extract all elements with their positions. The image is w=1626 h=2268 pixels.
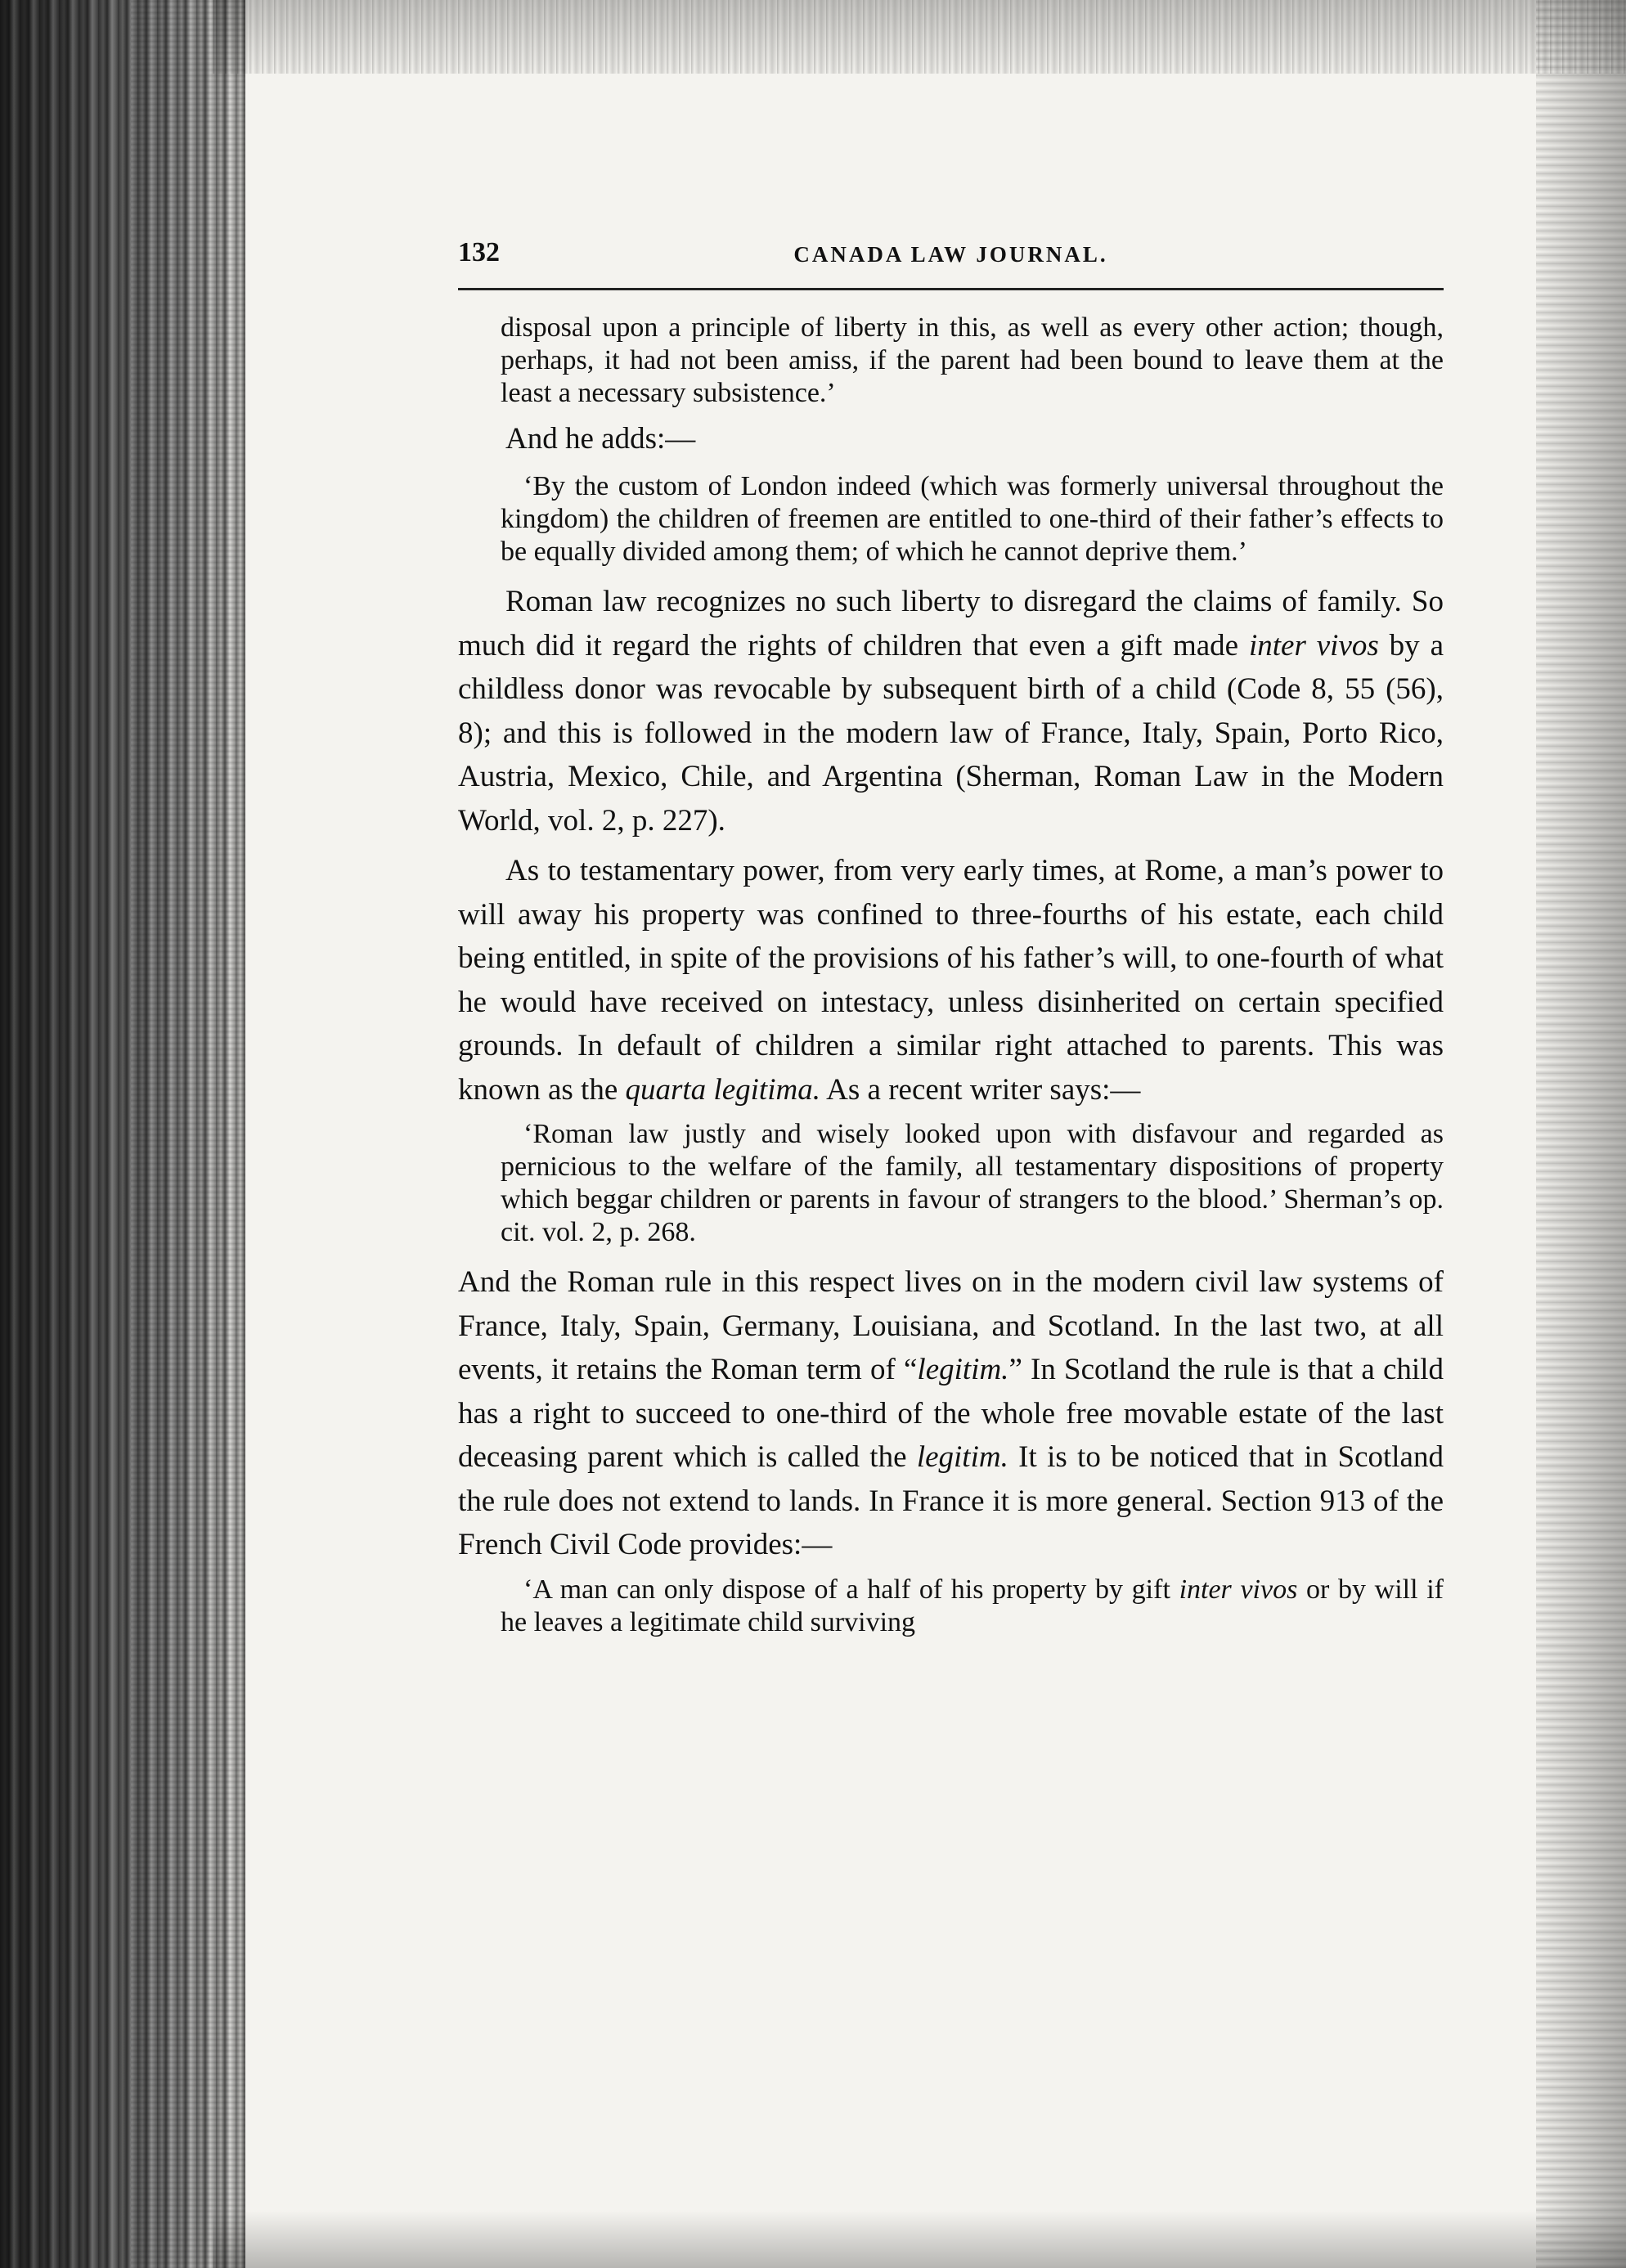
quote-blackstone-continued: disposal upon a principle of liberty in this, as well as every other action; though, perhaps, it had not been amiss, if the parent had been bound to leave them at the least a necessary subsistence.’	[501, 312, 1444, 408]
page-bottom-edge	[213, 2211, 1626, 2268]
quote-text: ‘A man can only dispose of a half of his property by gift	[523, 1574, 1179, 1605]
paragraph-text: ” In Scotland the rule is that a child has a right to succeed to one-third of the whole free movable estate of the last deceasing parent which is called the	[458, 1353, 1444, 1474]
page-right-edge	[1536, 0, 1626, 2268]
page-header	[458, 237, 1444, 286]
italic-term: inter vivos	[1248, 628, 1379, 662]
lead-in-he-adds: And he adds:—	[505, 422, 696, 456]
paragraph-text: by a childless donor was revocable by subsequent birth of a child (Code 8, 55 (56), 8); and this is followed in the modern law of France, Italy, Spain, Porto Rico, Austria, Mexico, Chile, and Argentina (Sherman, Roman Law in the Modern World, vol. 2, p. 227).	[458, 628, 1444, 838]
book-spine-shadow	[0, 0, 245, 2268]
paragraph-text: Roman law recognizes no such liberty to disregard the claims of family. So much did it regard the rights of children that even a gift made	[458, 585, 1444, 662]
italic-term: legitim.	[916, 1440, 1008, 1474]
quote-text: or by will if he leaves a legitimate child surviving	[501, 1574, 1444, 1637]
paragraph-roman-rule	[458, 1260, 1444, 1567]
italic-term: legitim.	[917, 1353, 1009, 1386]
quote-sherman: ‘Roman law justly and wisely looked upon with disfavour and regarded as pernicious to the welfare of the family, all testamentary dispositions of property which beggar children or parents in favour of strangers to the blood.’ Sherman’s op. cit. vol. 2, p. 268.	[501, 1119, 1444, 1247]
italic-term: inter vivos	[1179, 1574, 1298, 1605]
paragraph-text: It is to be noticed that in Scotland the rule does not extend to lands. In France it is more general. Section 913 of the French Civil Code provides:—	[458, 1440, 1444, 1561]
quote-french-civil-code	[501, 1574, 1444, 1639]
paragraph-testamentary-power	[458, 849, 1444, 1112]
page-number: 132	[458, 237, 500, 267]
quote-custom-of-london: ‘By the custom of London indeed (which was formerly universal throughout the kingdom) the children of freemen are entitled to one-third of their father’s effects to be equally divided among them; of which he cannot deprive them.’	[501, 471, 1444, 567]
italic-term: quarta legitima.	[625, 1072, 820, 1107]
running-head: CANADA LAW JOURNAL.	[793, 242, 1108, 267]
header-rule	[458, 288, 1444, 290]
paragraph-text: As to testamentary power, from very early times, at Rome, a man’s power to will away his property was confined to three-fourths of his estate, each child being entitled, in spite of the provisions of his father’s will, to one-fourth of what he would have received on intestacy, unless disinherited on certain specified grounds. In default of children a similar right attached to parents. This was known as the	[458, 854, 1444, 1107]
paragraph-text: As a recent writer says:—	[820, 1072, 1141, 1107]
paragraph-text: And the Roman rule in this respect lives on in the modern civil law systems of France, Italy, Spain, Germany, Louisiana, and Scotland. In the last two, at all events, it retains the Roman term of “	[458, 1265, 1444, 1386]
page-top-edge	[213, 0, 1626, 74]
paragraph-roman-law	[458, 580, 1444, 842]
journal-page	[458, 237, 1444, 1650]
